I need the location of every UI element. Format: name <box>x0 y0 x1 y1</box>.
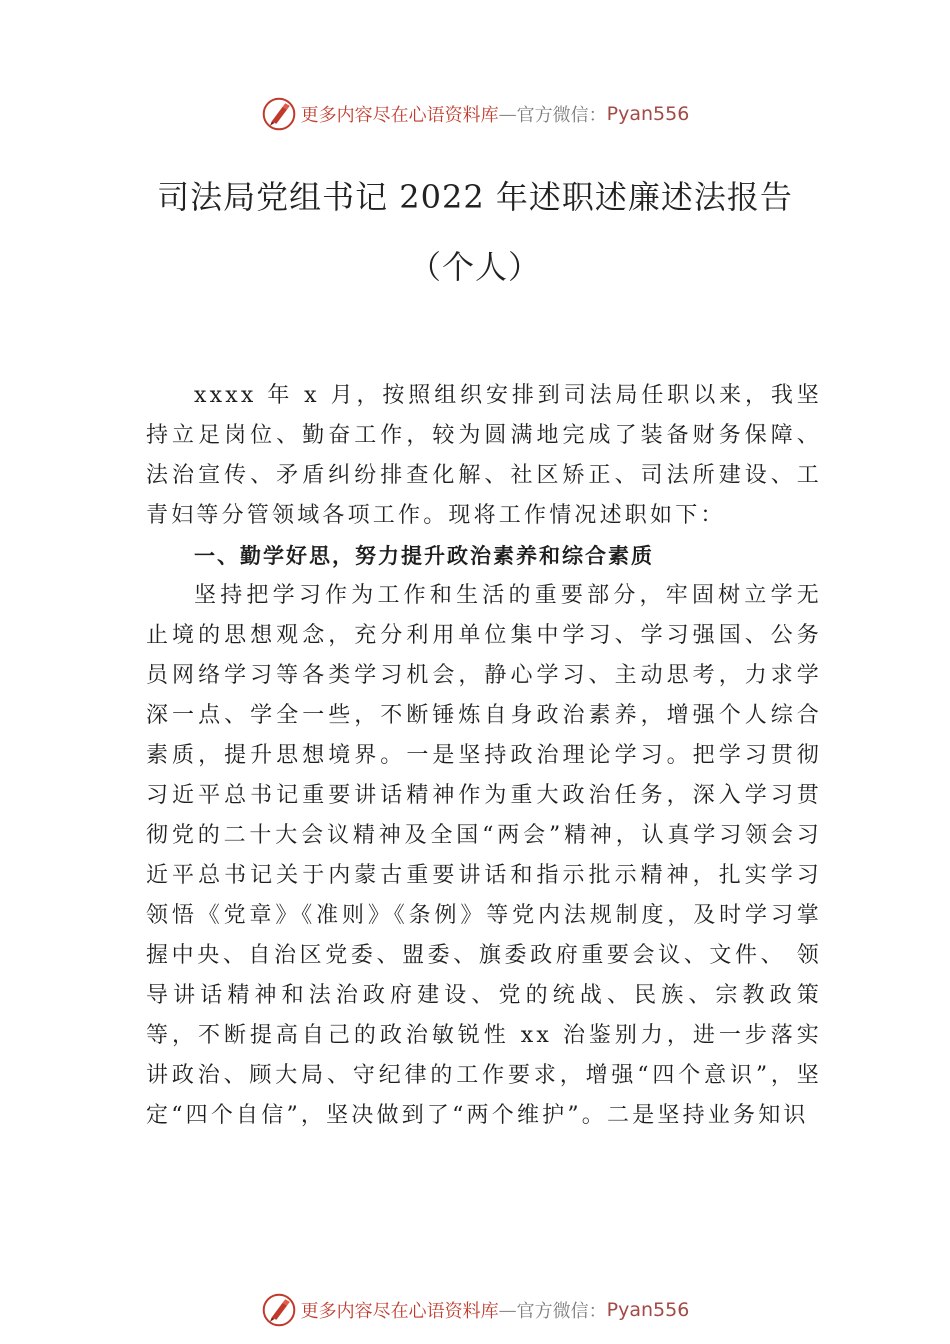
watermark-wechat-id: Pyan556 <box>606 1299 690 1321</box>
watermark-label: 官方微信： <box>516 105 607 126</box>
watermark-header <box>0 94 950 134</box>
watermark-footer <box>0 1290 950 1330</box>
document-subtitle: （个人） <box>408 248 541 286</box>
watermark-separator: — <box>498 1299 517 1321</box>
pen-nib-logo-icon <box>261 1292 297 1328</box>
document-body <box>146 376 822 1136</box>
watermark-main-text: 更多内容尽在心语资料库 <box>300 105 499 126</box>
document-title: 司法局党组书记 2022 年述职述廉述法报告 <box>157 178 793 216</box>
section-heading: 一、勤学好思，努力提升政治素养和综合素质 <box>194 544 654 568</box>
watermark-wechat-id: Pyan556 <box>606 103 690 125</box>
section-paragraph: 坚持把学习作为工作和生活的重要部分，牢固树立学无止境的思想观念，充分利用单位集中学习、学习强国、公务员网络学习等各类学习机会，静心学习、主动思考，力求学深一点、学全一些，不断锤炼自身政治素养，增强个人综合素质，提升思想境界。一是坚持政治理论学习。把学习贯彻习近平总书记重要讲话精神作为重大政治任务，深入学习贯彻党的二十大会议精神及全国“两会”精神，认真学习领会习近平总书记关于内蒙古重要讲话和指示批示精神，扎实学习领悟《党章》《准则》《条例》等党内法规制度，及时学习掌握中央、自治区党委、盟委、旗委政府重要会议、文件、 领导讲话精神和法治政府建设、党的统战、民族、宗教政策等，不断提高自己的政治敏锐性 xx 治鉴别力，进一步落实讲政治、顾大局、守纪律的工作要求，增强“四个意识”，坚定“四个自信”，坚决做到了“两个维护”。二是坚持业务知识 <box>146 583 822 1128</box>
watermark-main-text: 更多内容尽在心语资料库 <box>300 1301 499 1322</box>
watermark-label: 官方微信： <box>516 1301 607 1322</box>
pen-nib-logo-icon <box>261 96 297 132</box>
intro-paragraph: xxxx 年 x 月，按照组织安排到司法局任职以来，我坚持立足岗位、勤奋工作，较为圆满地完成了装备财务保障、法治宣传、矛盾纠纷排查化解、社区矫正、司法所建设、工青妇等分管领域各项工作。现将工作情况述职如下： <box>146 383 822 528</box>
watermark-separator: — <box>498 103 517 125</box>
